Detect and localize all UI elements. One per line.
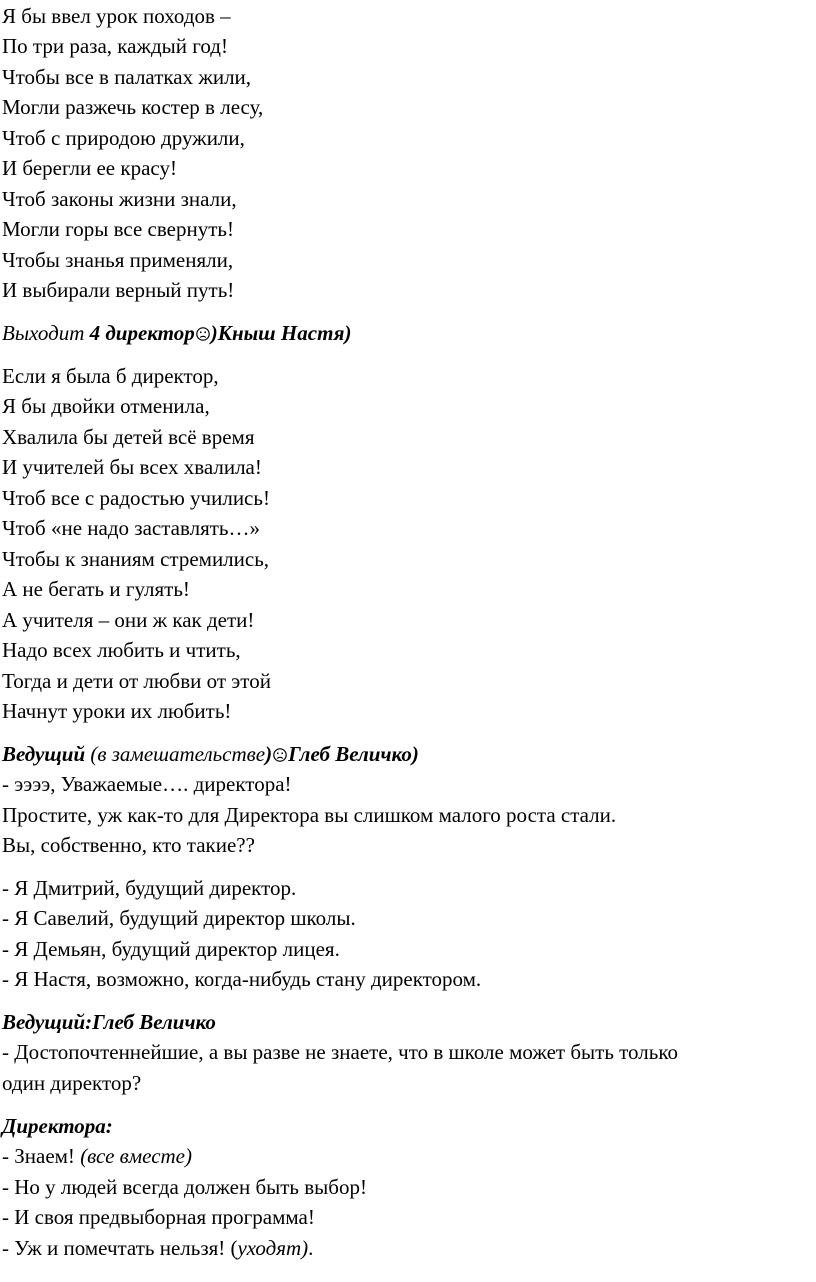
intro-line: - Я Дмитрий, будущий директор. xyxy=(2,876,297,900)
poem2-line: Чтоб все с радостью учились! xyxy=(2,486,270,510)
poem2-line: А не бегать и гулять! xyxy=(2,577,190,601)
poem2-line: Чтоб «не надо заставлять…» xyxy=(2,516,261,540)
speech-line: один директор? xyxy=(2,1071,142,1095)
speech-line: - Достопочтеннейшие, а вы разве не знаете, что в школе может быть только xyxy=(2,1040,678,1064)
final-line-end: . xyxy=(308,1236,314,1260)
poem1-line: Чтоб с природою дружили, xyxy=(2,126,245,150)
speaker-heading xyxy=(2,742,419,766)
speech-line: Простите, уж как-то для Директора вы слишком малого роста стали. xyxy=(2,803,617,827)
poem2-line: Надо всех любить и чтить, xyxy=(2,638,241,662)
final-line: - Но у людей всегда должен быть выбор! xyxy=(2,1175,367,1199)
speaker-heading: Директора: xyxy=(2,1114,113,1138)
poem2-line: Чтобы к знаниям стремились, xyxy=(2,547,270,571)
poem2-line: Тогда и дети от любви от этой xyxy=(2,669,271,693)
final-line-remark: (все вместе) xyxy=(80,1144,192,1168)
poem2-line: Если я была б директор, xyxy=(2,364,219,388)
final-line xyxy=(2,1236,313,1260)
speaker-remark-close: ) xyxy=(265,742,273,766)
poem1-line: Могли разжечь костер в лесу, xyxy=(2,95,264,119)
intro-line: - Я Демьян, будущий директор лицея. xyxy=(2,937,340,961)
final-line xyxy=(2,1144,192,1168)
poem1-line: И выбирали верный путь! xyxy=(2,278,235,302)
poem2-line: И учителей бы всех хвалила! xyxy=(2,455,262,479)
poem1-line: По три раза, каждый год! xyxy=(2,34,228,58)
frown-face-icon xyxy=(196,327,210,341)
speaker-name: Ведущий xyxy=(2,742,86,766)
final-line-text: - Знаем! xyxy=(2,1144,81,1168)
poem1-line: Чтобы знанья применяли, xyxy=(2,248,234,272)
speaker-remark: (в замешательстве xyxy=(85,742,266,766)
speech-line: - ээээ, Уважаемые…. директора! xyxy=(2,772,292,796)
poem1-line: Я бы ввел урок походов – xyxy=(2,4,231,28)
poem1-line: И берегли ее красу! xyxy=(2,156,177,180)
poem1-line: Чтоб законы жизни знали, xyxy=(2,187,237,211)
speaker-actor: Глеб Величко) xyxy=(288,742,419,766)
poem1-line: Чтобы все в палатках жили, xyxy=(2,65,252,89)
stage-direction-role: 4 директор xyxy=(89,321,195,345)
final-line: - И своя предвыборная программа! xyxy=(2,1205,315,1229)
poem2-line: Хвалила бы детей всё время xyxy=(2,425,255,449)
stage-direction-actor: )Кныш Настя) xyxy=(210,321,352,345)
poem2-line: А учителя – они ж как дети! xyxy=(2,608,255,632)
poem1-line: Могли горы все свернуть! xyxy=(2,217,234,241)
intro-line: - Я Савелий, будущий директор школы. xyxy=(2,906,356,930)
speaker-heading: Ведущий:Глеб Величко xyxy=(2,1010,216,1034)
final-line-text: - Уж и помечтать нельзя! ( xyxy=(2,1236,238,1260)
stage-direction-prefix: Выходит xyxy=(2,321,90,345)
poem2-line: Я бы двойки отменила, xyxy=(2,394,210,418)
poem2-line: Начнут уроки их любить! xyxy=(2,699,232,723)
final-line-remark: уходят) xyxy=(237,1236,309,1260)
frown-face-icon xyxy=(273,748,287,762)
intro-line: - Я Настя, возможно, когда-нибудь стану директором. xyxy=(2,967,482,991)
speech-line: Вы, собственно, кто такие?? xyxy=(2,833,255,857)
stage-direction xyxy=(2,321,351,345)
